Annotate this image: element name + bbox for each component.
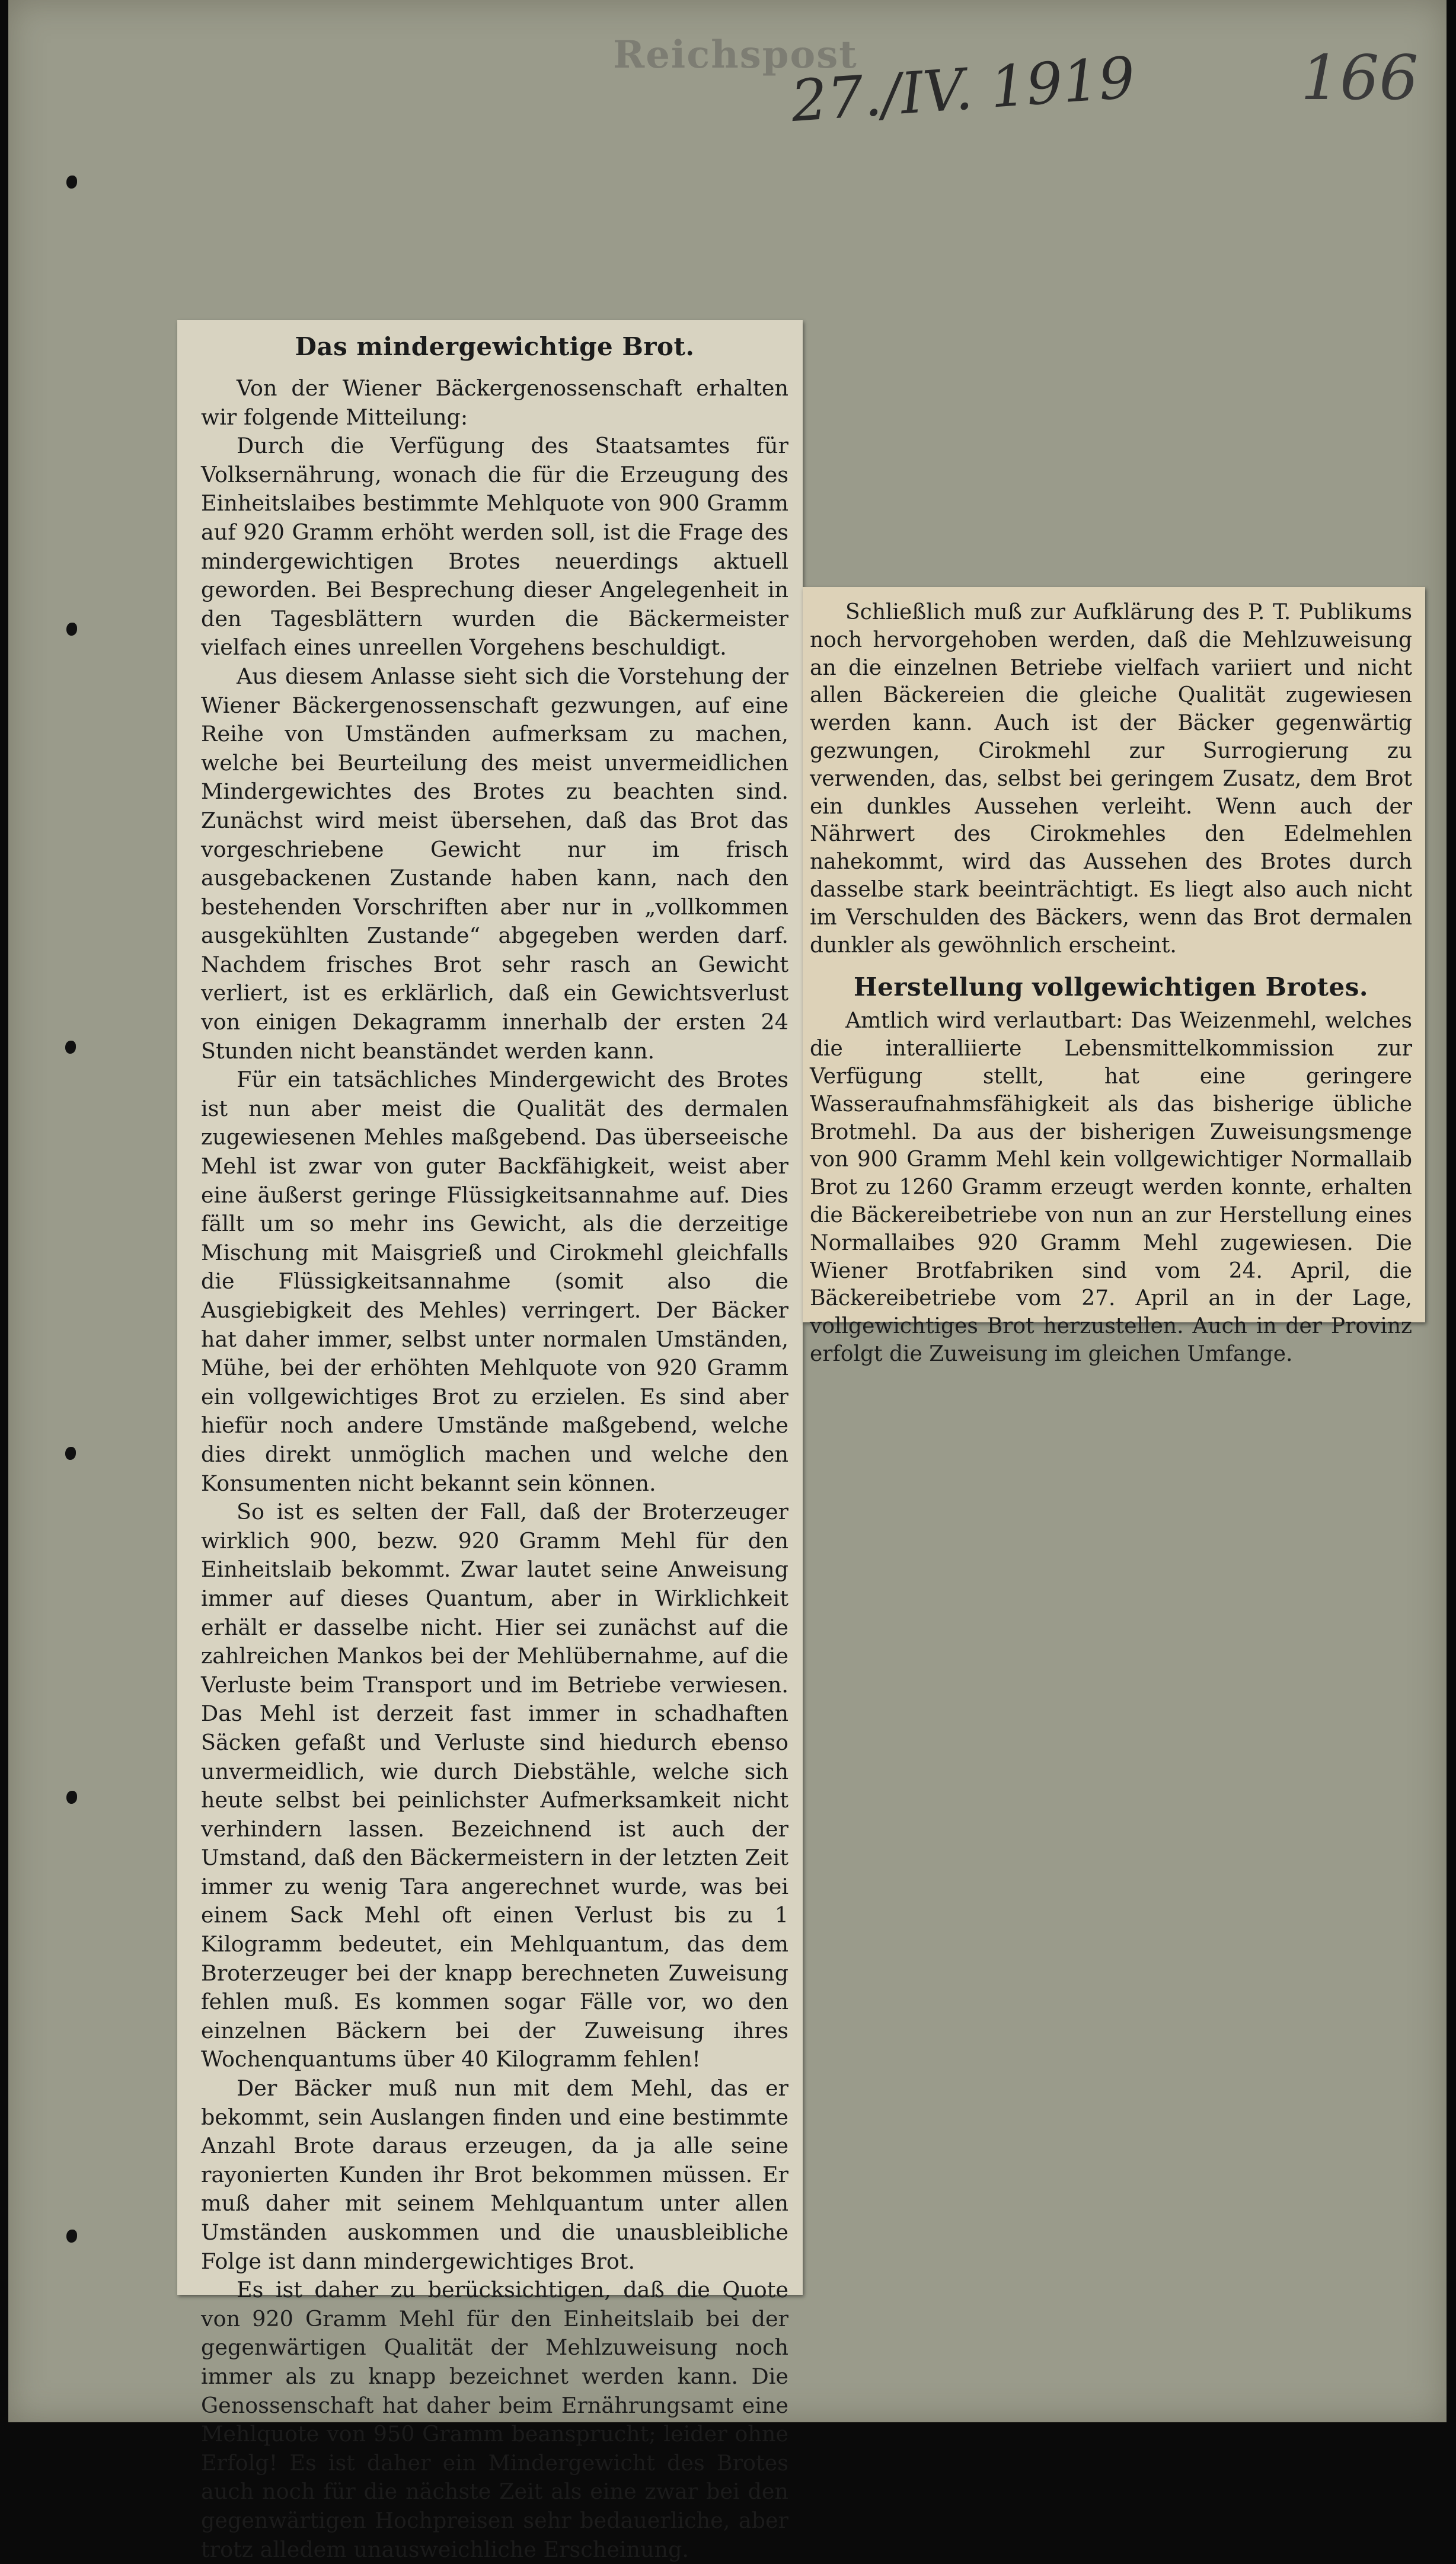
punch-hole [65, 1041, 76, 1054]
archive-sheet [8, 0, 1447, 2562]
article-paragraph: Es ist daher zu berücksichtigen, daß die Quote von 920 Gramm Mehl für den Einheitslaib bei der gegenwärtigen Qualität der Mehlzuweisung noch immer als zu knapp bezeichnet werden kann. Die Genossenschaft hat daher beim Ernährungsamt eine Mehlquote von 950 Gramm beansprucht; leider ohne Erfolg! Es ist daher ein Mindergewicht des Brotes auch noch für die nächste Zeit als eine zwar bei den gegenwärtigen Hochpreisen sehr bedauerliche, aber trotz alledem unausweichliche Erscheinung. [201, 2277, 788, 2562]
punch-hole [66, 1791, 77, 1804]
article-paragraph: Der Bäcker muß nun mit dem Mehl, das er bekommt, sein Auslangen finden und eine bestimmte Anzahl Brote daraus erzeugen, da ja alle seine rayonierten Kunden ihr Brot bekommen müssen. Er muß daher mit seinem Mehlquantum unter allen Umständen auskommen und die unausbleibliche Folge ist dann mindergewichtiges Brot. [201, 2075, 788, 2274]
punch-hole [66, 176, 77, 189]
punch-hole [66, 2230, 77, 2243]
handwritten-date: 27./IV. 1919 [788, 44, 1138, 135]
article-paragraph: Durch die Verfügung des Staatsamtes für Volksernährung, wonach die für die Erzeugung des Einheitslaibes bestimmte Mehlquote von 900 Gramm auf 920 Gramm erhöht werden soll, ist die Frage des mindergewichtigen Brotes neuerdings aktuell geworden. Bei Besprechung dieser Angelegenheit in den Tagesblättern wurden die Bäckermeister vielfach eines unreellen Vorgehens beschuldigt. [201, 433, 788, 661]
article-paragraph: Schließlich muß zur Aufklärung des P. T. Publikums noch hervorgehoben werden, daß die Mehlzuweisung an die einzelnen Betriebe vielfach variiert und nicht allen Bäckereien die gleiche Qualität zugewiesen werden kann. Auch ist der Bäcker gegenwärtig gezwungen, Cirokmehl zur Surrogierung zu verwenden, das, selbst bei geringem Zusatz, dem Brot ein dunkles Aussehen verleiht. Wenn auch der Nährwert des Cirokmehles den Edelmehlen nahekommt, wird das Aussehen des Brotes durch dasselbe stark beeinträchtigt. Es liegt also auch nicht im Verschulden des Bäckers, wenn das Brot dermalen dunkler als gewöhnlich erscheint. [810, 600, 1412, 958]
article-title: Herstellung vollgewichtigen Brotes. [853, 972, 1369, 1002]
article-title: Das mindergewichtige Brot. [295, 332, 695, 361]
clipping-left [177, 320, 803, 2562]
article-paragraph: Für ein tatsächliches Mindergewicht des Brotes ist nun aber meist die Qualität des dermalen zugewiesenen Mehles maßgebend. Das überseeische Mehl ist zwar von guter Backfähigkeit, weist aber eine äußerst geringe Flüssigkeitsannahme auf. Dies fällt um so mehr ins Gewicht, als die derzeitige Mischung mit Maisgrieß und Cirokmehl gleichfalls die Flüssigkeitsannahme (somit also die Ausgiebigkeit des Mehles) verringert. Der Bäcker hat daher immer, selbst unter normalen Umständen, Mühe, bei der erhöhten Mehlquote von 920 Gramm ein vollgewichtiges Brot zu erzielen. Es sind aber hiefür noch andere Umstände maßgebend, welche dies direkt unmöglich machen und welche den Konsumenten nicht bekannt sein können. [201, 1067, 788, 1496]
article-paragraph: Aus diesem Anlasse sieht sich die Vorstehung der Wiener Bäckergenossenschaft gezwungen, auf eine Reihe von Umständen aufmerksam zu machen, welche bei Beurteilung des meist unvermeidlichen Mindergewichtes des Brotes zu beachten sind. Zunächst wird meist übersehen, daß das Brot das vorgeschriebene Gewicht nur im frisch ausgebackenen Zustande haben kann, nach den bestehenden Vorschriften aber nur in „vollkommen ausgekühlten Zustande“ abgegeben werden darf. Nachdem frisches Brot sehr rasch an Gewicht verliert, ist es erklärlich, daß ein Gewichtsverlust von einigen Dekagramm innerhalb der ersten 24 Stunden nicht beanständet werden kann. [201, 663, 788, 1064]
article-paragraph: Amtlich wird verlautbart: Das Weizenmehl, welches die interalliierte Lebensmittelkommission zur Verfügung stellt, hat eine geringere Wasseraufnahmsfähigkeit als das bisherige übliche Brotmehl. Da aus der bisherigen Zuweisungsmenge von 900 Gramm Mehl kein vollgewichtiger Normallaib Brot zu 1260 Gramm erzeugt werden konnte, erhalten die Bäckereibetriebe von nun an zur Herstellung eines Normallaibes 920 Gramm Mehl zugewiesen. Die Wiener Brotfabriken sind vom 24. April, die Bäckereibetriebe vom 27. April an in der Lage, vollgewichtiges Brot herzustellen. Auch in der Provinz erfolgt die Zuweisung im gleichen Umfange. [810, 1009, 1412, 1366]
punch-hole [65, 1447, 76, 1460]
article-paragraph: So ist es selten der Fall, daß der Broterzeuger wirklich 900, bezw. 920 Gramm Mehl für den Einheitslaib bekommt. Zwar lautet seine Anweisung immer auf dieses Quantum, aber in Wirklichkeit erhält er dasselbe nicht. Hier sei zunächst auf die zahlreichen Mankos bei der Mehlübernahme, auf die Verluste beim Transport und im Betriebe verwiesen. Das Mehl ist derzeit fast immer in schadhaften Säcken gefaßt und Verluste sind hiedurch ebenso unvermeidlich, wie durch Diebstähle, welche sich heute selbst bei peinlichster Aufmerksamkeit nicht verhindern lassen. Bezeichnend ist auch der Umstand, daß den Bäckermeistern in der letzten Zeit immer zu wenig Tara angerechnet wurde, was bei einem Sack Mehl oft einen Verlust bis zu 1 Kilogramm bedeutet, ein Mehlquantum, das dem Broterzeuger bei der knapp berechneten Zuweisung fehlen muß. Es kommen sogar Fälle vor, wo den einzelnen Bäckern bei der Zuweisung ihres Wochenquantums über 40 Kilogramm fehlen! [201, 1499, 788, 2072]
newspaper-stamp: Reichspost [613, 33, 858, 77]
clipping-right [803, 587, 1425, 1366]
punch-hole [66, 623, 77, 636]
article-paragraph: Von der Wiener Bäckergenossenschaft erhalten wir folgende Mitteilung: [201, 375, 788, 430]
handwritten-page-number: 166 [1301, 42, 1419, 114]
